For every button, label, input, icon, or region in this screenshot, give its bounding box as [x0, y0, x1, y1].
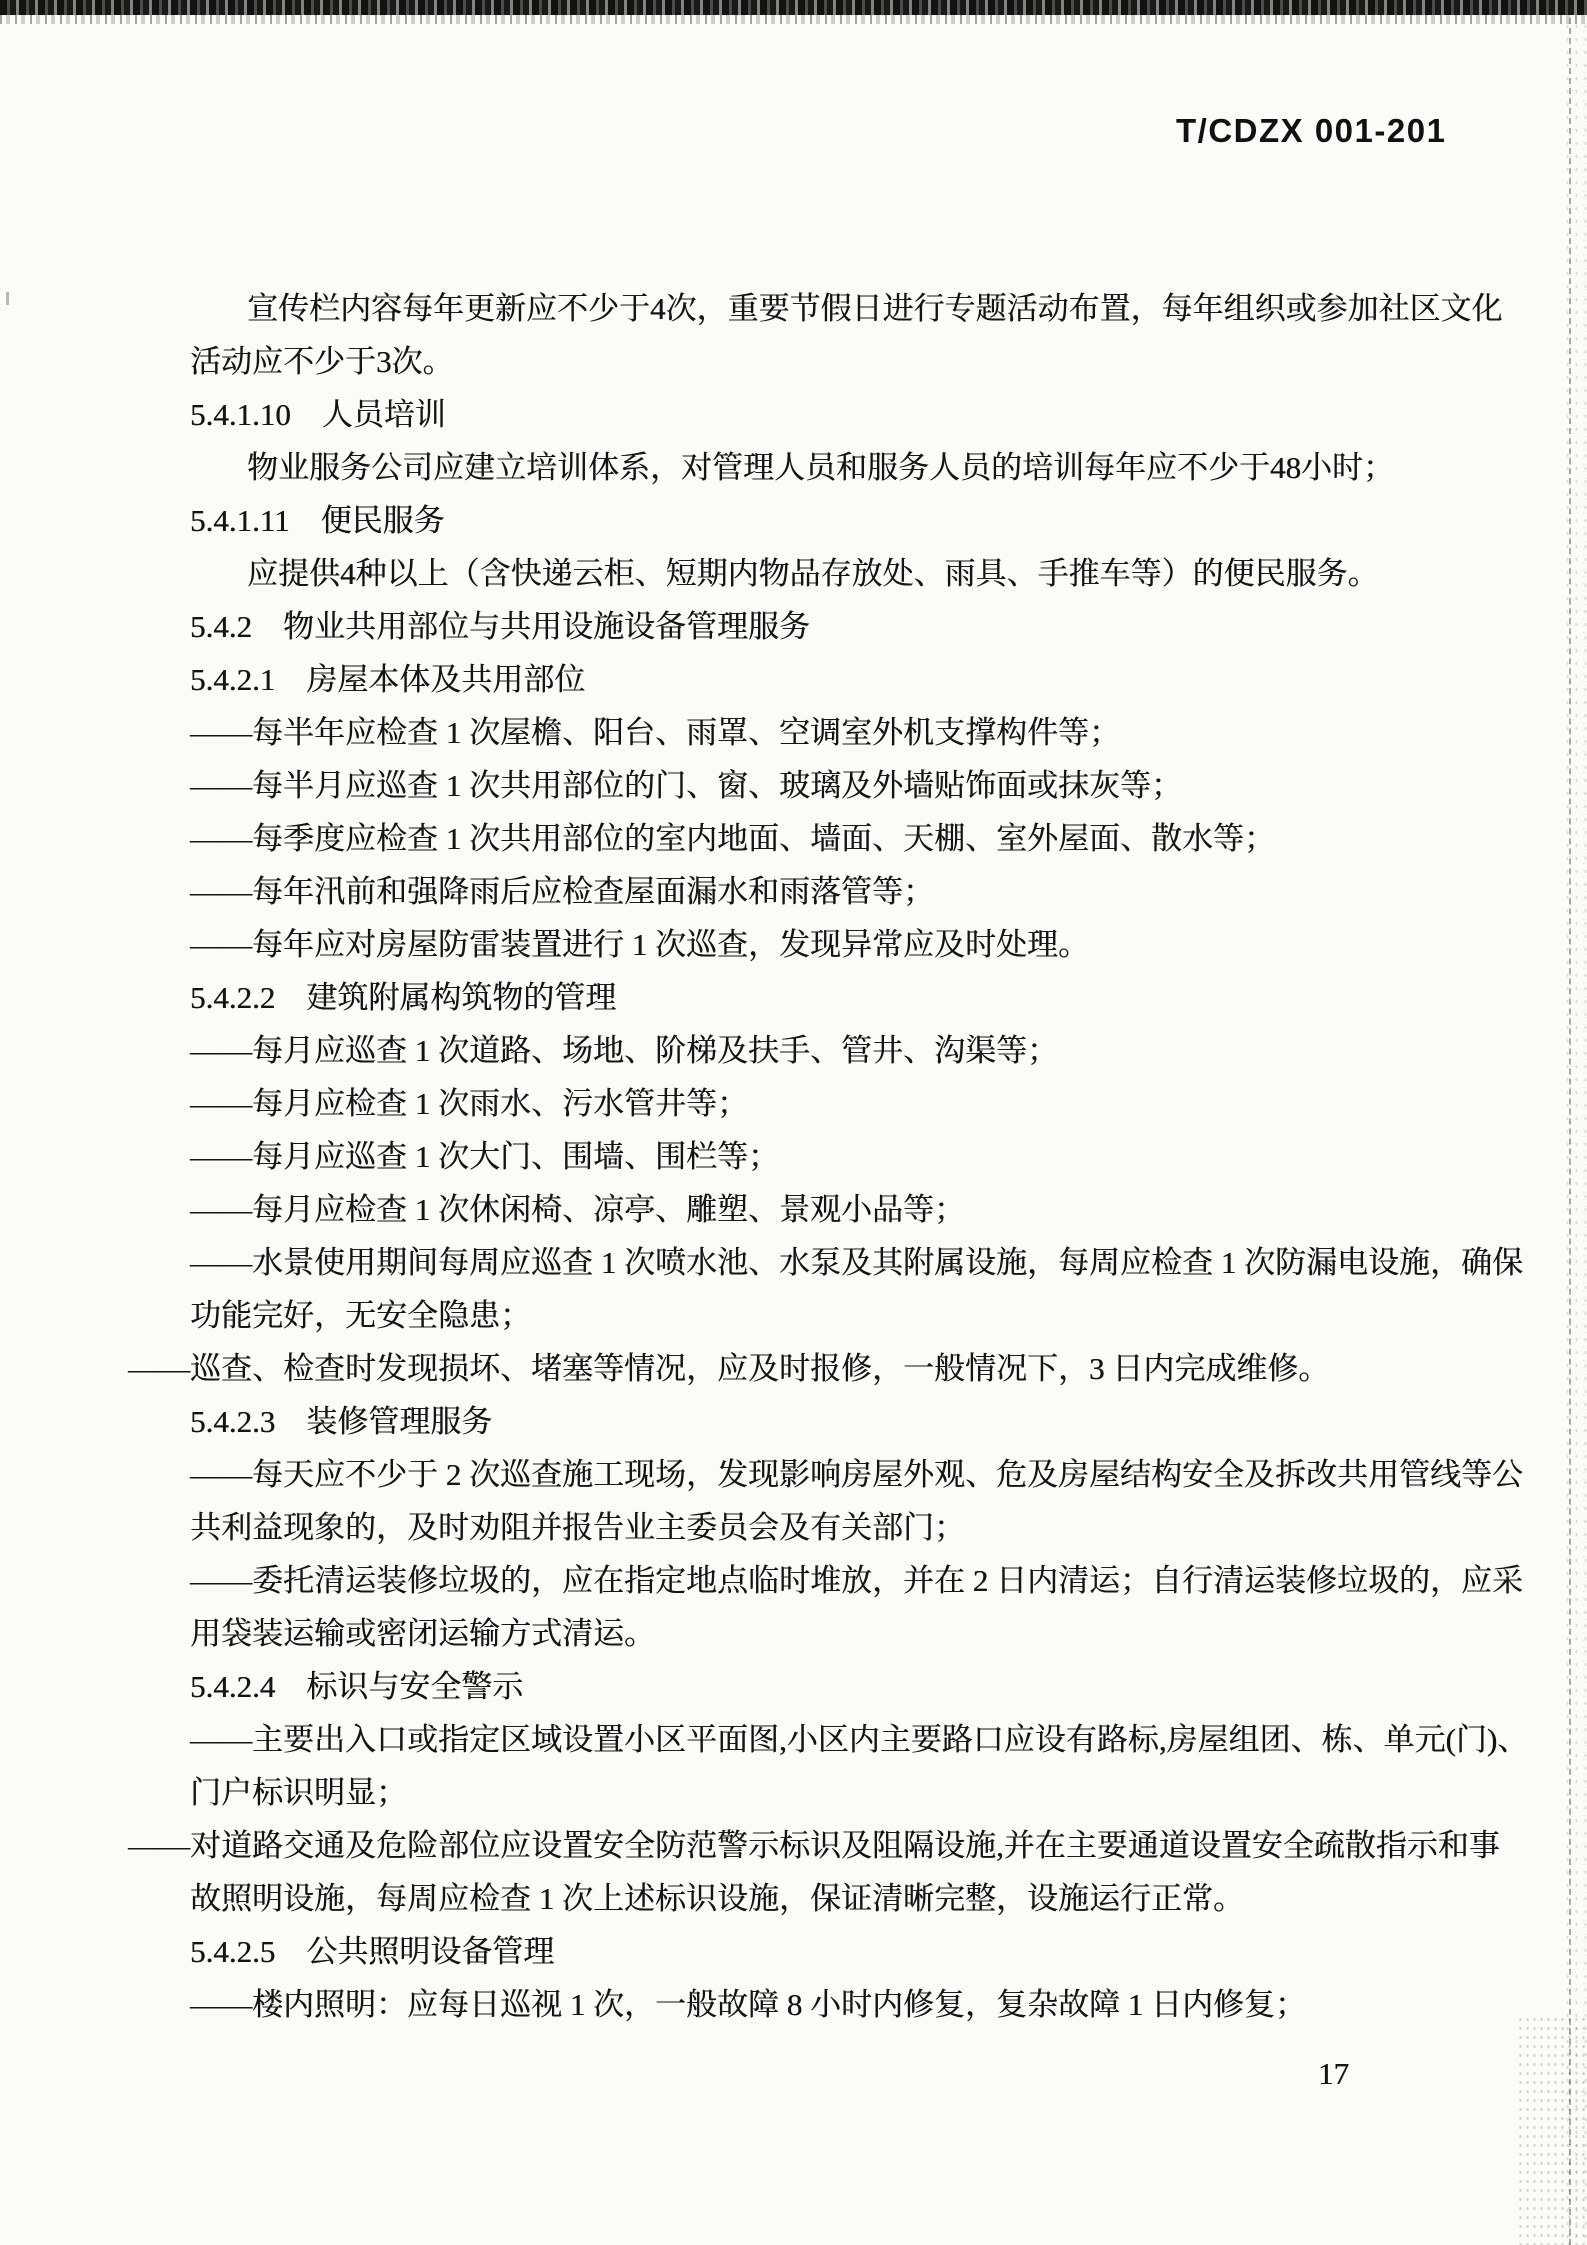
text-line: ——委托清运装修垃圾的，应在指定地点临时堆放，并在 2 日内清运；自行清运装修垃圾的，应采 [190, 1563, 1523, 1598]
text-line: 共利益现象的，及时劝阻并报告业主委员会及有关部门； [190, 1510, 965, 1545]
scan-artifact-top-band [0, 0, 1587, 15]
text-line: 宣传栏内容每年更新应不少于4次，重要节假日进行专题活动布置，每年组织或参加社区文化 [247, 291, 1503, 326]
text-line: 5.4.2.5 公共照明设备管理 [190, 1934, 555, 1969]
text-line: ——每年汛前和强降雨后应检查屋面漏水和雨落管等； [190, 874, 934, 909]
text-line: 5.4.2.2 建筑附属构筑物的管理 [190, 980, 617, 1015]
standard-code-header: T/CDZX 001-201 [1176, 112, 1447, 149]
text-line: ——每年应对房屋防雷装置进行 1 次巡查，发现异常应及时处理。 [190, 927, 1089, 962]
text-line: ——每月应巡查 1 次大门、围墙、围栏等； [190, 1139, 779, 1174]
text-line: 5.4.2.1 房屋本体及共用部位 [190, 662, 586, 697]
text-line: 物业服务公司应建立培训体系，对管理人员和服务人员的培训每年应不少于48小时； [247, 450, 1394, 485]
text-line: 5.4.2.3 装修管理服务 [190, 1404, 493, 1439]
text-line: 5.4.1.11 便民服务 [190, 503, 445, 538]
text-line: 5.4.2 物业共用部位与共用设施设备管理服务 [190, 609, 810, 644]
scan-artifact-left-mark [6, 292, 9, 305]
text-line: ——对道路交通及危险部位应设置安全防范警示标识及阻隔设施,并在主要通道设置安全疏散指示和事 [128, 1828, 1500, 1863]
text-line: ——每半年应检查 1 次屋檐、阳台、雨罩、空调室外机支撑构件等； [190, 715, 1120, 750]
text-line: ——主要出入口或指定区域设置小区平面图,小区内主要路口应设有路标,房屋组团、栋、单元(门)、 [190, 1722, 1529, 1757]
page-number: 17 [1318, 2056, 1349, 2091]
text-line: 应提供4种以上（含快递云柜、短期内物品存放处、雨具、手推车等）的便民服务。 [247, 556, 1379, 591]
text-line: 5.4.2.4 标识与安全警示 [190, 1669, 524, 1704]
scan-artifact-corner-speckle [1517, 2015, 1587, 2245]
scan-artifact-right-speckle [1563, 20, 1587, 2245]
document-body [128, 282, 1529, 2031]
text-line: 门户标识明显； [190, 1775, 407, 1810]
text-line: 功能完好，无安全隐患； [190, 1298, 531, 1333]
text-line: 5.4.1.10 人员培训 [190, 397, 446, 432]
text-line: ——每天应不少于 2 次巡查施工现场，发现影响房屋外观、危及房屋结构安全及拆改共用管线等公 [190, 1457, 1523, 1492]
text-line: ——每月应巡查 1 次道路、场地、阶梯及扶手、管井、沟渠等； [190, 1033, 1058, 1068]
text-line: ——水景使用期间每周应巡查 1 次喷水池、水泵及其附属设施，每周应检查 1 次防漏电设施，确保 [190, 1245, 1523, 1280]
text-line: ——每季度应检查 1 次共用部位的室内地面、墙面、天棚、室外屋面、散水等； [190, 821, 1275, 856]
text-line: ——楼内照明：应每日巡视 1 次，一般故障 8 小时内修复，复杂故障 1 日内修复； [190, 1987, 1306, 2022]
text-line: 故照明设施，每周应检查 1 次上述标识设施，保证清晰完整，设施运行正常。 [190, 1881, 1244, 1916]
text-line: ——每月应检查 1 次休闲椅、凉亭、雕塑、景观小品等； [190, 1192, 965, 1227]
text-line: 用袋装运输或密闭运输方式清运。 [190, 1616, 655, 1651]
text-line: 活动应不少于3次。 [190, 344, 454, 379]
text-line: ——每月应检查 1 次雨水、污水管井等； [190, 1086, 748, 1121]
text-line: ——巡查、检查时发现损坏、堵塞等情况，应及时报修，一般情况下，3 日内完成维修。 [128, 1351, 1330, 1386]
text-line: ——每半月应巡查 1 次共用部位的门、窗、玻璃及外墙贴饰面或抹灰等； [190, 768, 1182, 803]
